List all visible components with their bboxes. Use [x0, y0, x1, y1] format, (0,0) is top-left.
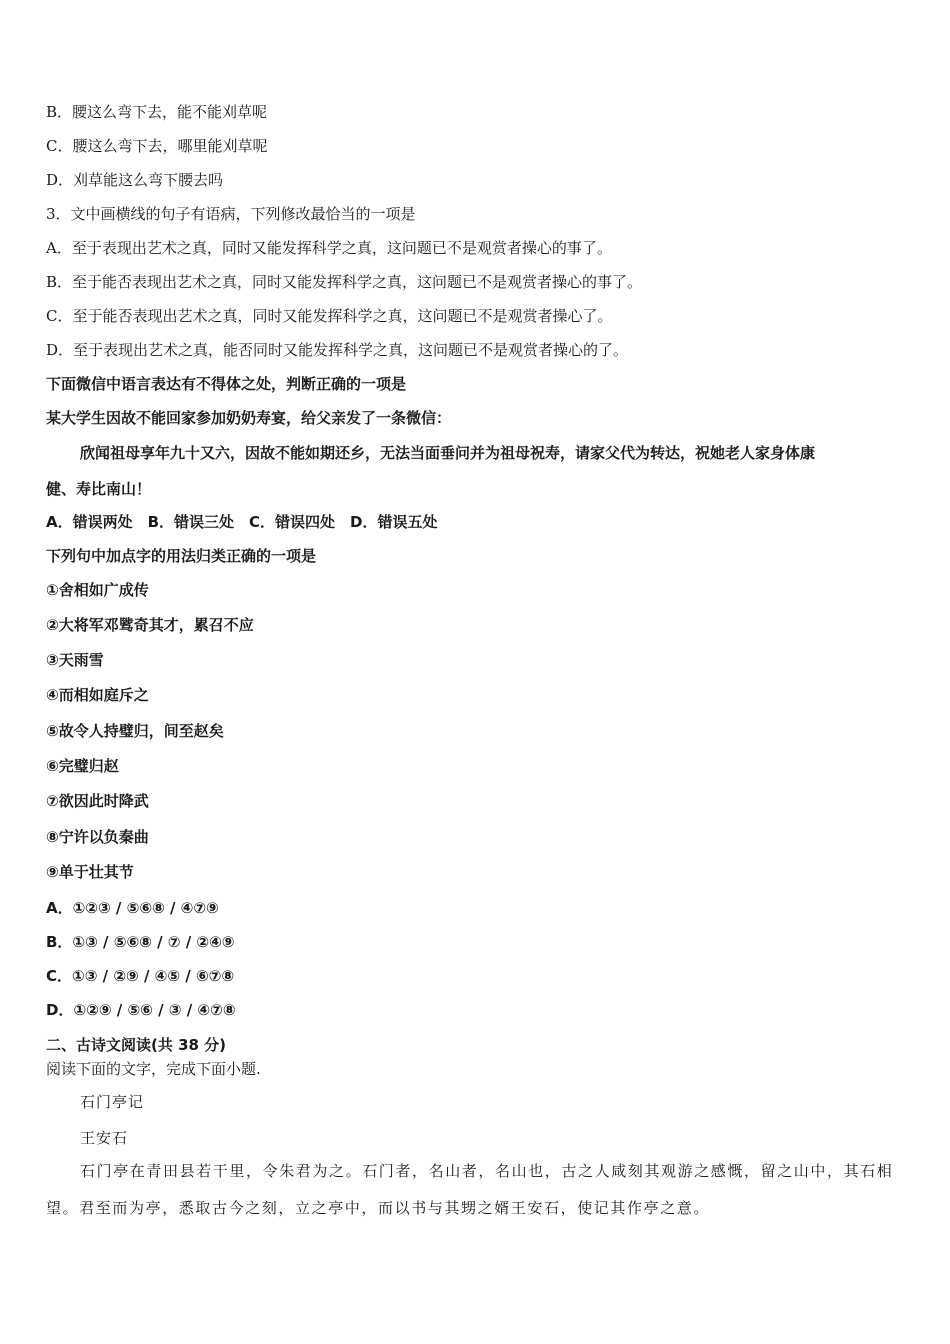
section2-title: 二、古诗文阅读(共 38 分) — [46, 1036, 227, 1054]
essay-paragraph-line2: 望。君至而为亭，悉取古今之刻，立之亭中，而以书与其甥之婿王安石，使记其作亭之意。 — [46, 1199, 711, 1217]
q5-item-7: ⑦欲因此时降武 — [46, 792, 149, 810]
q5-item-1: ①舍相如广成传 — [46, 581, 149, 599]
q4-context: 某大学生因故不能回家参加奶奶寿宴，给父亲发了一条微信： — [46, 409, 452, 427]
q5-item-8: ⑧宁许以负秦曲 — [46, 828, 149, 846]
q5-option-c: C．①③ / ②⑨ / ④⑤ / ⑥⑦⑧ — [46, 967, 235, 985]
q4-stem: 下面微信中语言表达有不得体之处，判断正确的一项是 — [46, 375, 407, 393]
q3-option-d: D．至于表现出艺术之真，能否同时又能发挥科学之真，这问题已不是观赏者操心的了。 — [46, 341, 629, 359]
q2-option-c: C．腰这么弯下去，哪里能刈草呢 — [46, 137, 268, 155]
q3-option-a: A．至于表现出艺术之真，同时又能发挥科学之真，这问题已不是观赏者操心的事了。 — [46, 239, 612, 257]
q5-option-b: B．①③ / ⑤⑥⑧ / ⑦ / ②④⑨ — [46, 933, 235, 951]
q3-option-b: B．至于能否表现出艺术之真，同时又能发挥科学之真，这问题已不是观赏者操心的事了。 — [46, 273, 643, 291]
q5-item-3: ③天雨雪 — [46, 651, 104, 669]
q4-options: A．错误两处 B．错误三处 C．错误四处 D．错误五处 — [46, 513, 438, 531]
q5-option-a: A．①②③ / ⑤⑥⑧ / ④⑦⑨ — [46, 899, 219, 917]
q4-message-line2: 健、寿比南山！ — [46, 480, 152, 498]
q5-item-6: ⑥完璧归赵 — [46, 757, 119, 775]
q5-item-5: ⑤故令人持璧归，间至赵矣 — [46, 722, 224, 740]
q3-option-c: C．至于能否表现出艺术之真，同时又能发挥科学之真，这问题已不是观赏者操心了。 — [46, 307, 613, 325]
essay-paragraph-line1: 石门亭在青田县若干里，令朱君为之。石门者，名山者，名山也，古之人咸刻其观游之感慨，留之山中，其石相 — [80, 1162, 894, 1180]
q5-item-9: ⑨单于壮其节 — [46, 863, 134, 881]
q5-item-4: ④而相如庭斥之 — [46, 686, 149, 704]
q2-option-b: B．腰这么弯下去，能不能刈草呢 — [46, 103, 268, 121]
q5-option-d: D．①②⑨ / ⑤⑥ / ③ / ④⑦⑧ — [46, 1001, 236, 1019]
q3-stem: 3．文中画横线的句子有语病，下列修改最恰当的一项是 — [46, 205, 416, 223]
essay-author: 王安石 — [80, 1129, 129, 1147]
q4-message-line1: 欣闻祖母享年九十又六，因故不能如期还乡，无法当面垂问并为祖母祝寿，请家父代为转达，祝她老人家身体康 — [80, 444, 816, 462]
q5-item-2: ②大将军邓骘奇其才，累召不应 — [46, 616, 254, 634]
q5-stem: 下列句中加点字的用法归类正确的一项是 — [46, 547, 317, 565]
essay-title: 石门亭记 — [80, 1093, 145, 1111]
section2-instruction: 阅读下面的文字，完成下面小题. — [46, 1060, 261, 1078]
q2-option-d: D．刈草能这么弯下腰去吗 — [46, 171, 224, 189]
